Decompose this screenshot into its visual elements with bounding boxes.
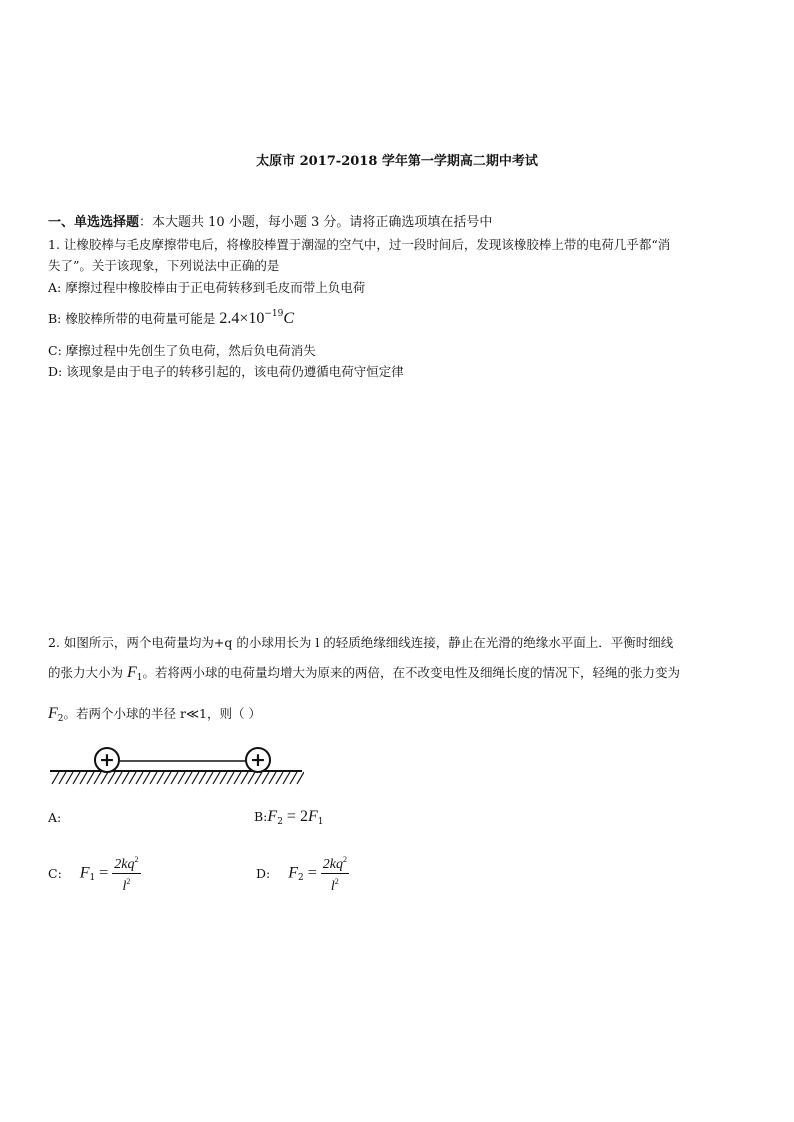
hatch-mark [80,772,87,784]
hatch-mark [94,772,101,784]
hatch-mark [101,772,108,784]
hatch-mark [122,772,129,784]
q1-option-d: D: 该现象是由于电子的转移引起的，该电荷仍遵循电荷守恒定律 [48,364,404,379]
q1-stem-line2: 失了”。关于该现象，下列说法中正确的是 [48,258,280,273]
q1-option-c: C: 摩擦过程中先创生了负电荷，然后负电荷消失 [48,343,316,358]
hatch-mark [206,772,213,784]
hatch-mark [129,772,136,784]
q2-stem-line2-pre: 的张力大小为 [48,665,127,680]
hatch-mark [248,772,255,784]
q2-figure [48,742,304,788]
hatch-mark [262,772,269,784]
hatch-mark [164,772,171,784]
q1-option-b [48,309,294,328]
hatch-mark [227,772,234,784]
q2-option-c-label: C: [48,866,62,881]
q2-option-d [256,852,349,895]
hatch-mark [66,772,73,784]
hatch-mark [192,772,199,784]
hatch-mark [199,772,206,784]
section-header [48,211,492,230]
q2-stem-line3 [48,704,261,724]
q2-option-d-label: D: [256,866,271,881]
q2-stem-line1: 2. 如图所示，两个电荷量均为+q 的小球用长为 l 的轻质绝缘细线连接，静止在光滑的绝缘水平面上．平衡时细线 [48,635,674,650]
hatch-mark [108,772,115,784]
hatch-mark [220,772,227,784]
section-description: ：本大题共 10 小题，每小题 3 分。请将正确选项填在括号中 [139,215,493,230]
q1-option-b-exp: −19 [264,309,284,319]
q1-option-a: A: 摩擦过程中橡胶棒由于正电荷转移到毛皮而带上负电荷 [48,280,366,295]
q2-f2-sub: 2 [57,714,64,724]
hatch-mark [115,772,122,784]
section-heading: 一、单选选择题 [48,215,140,230]
q2-option-d-lhs: F [288,864,298,882]
q2-f1-sub: 1 [136,673,143,683]
q2-option-c-den-exp: 2 [126,877,131,886]
hatch-mark [171,772,178,784]
q2-option-c-num-exp: 2 [134,855,139,864]
hatch-mark [283,772,290,784]
q2-option-c-denominator: l [122,879,127,894]
hatch-mark [255,772,262,784]
exam-title: 太原市 2017-2018 学年第一学期高二期中考试 [256,154,538,169]
q2-option-b-lhs-sub: 2 [277,817,283,827]
right-ball [246,748,270,772]
q1-option-b-unit: C [283,310,295,327]
q2-option-c-lhs: F [79,864,90,882]
q2-option-d-eq: = [303,864,321,882]
hatch-mark [73,772,80,784]
q2-option-d-den-exp: 2 [334,877,339,886]
hatch-mark [143,772,150,784]
hatch-mark [276,772,283,784]
q2-option-b-lhs: F [267,808,278,825]
q1-option-b-base: 2.4×10 [219,310,265,327]
right-ball-sign: + [250,749,266,771]
q2-option-c [48,852,141,895]
hatch-mark [234,772,241,784]
hatch-mark [178,772,185,784]
hatch-mark [290,772,297,784]
q2-option-d-lhs-sub: 2 [297,873,304,883]
q2-option-c-eq: = [95,864,113,882]
q2-option-b-rhs: F [307,808,318,825]
hatch-mark [59,772,66,784]
q2-option-b-label: B: [254,809,268,824]
q2-option-b-eq: = 2 [282,808,308,825]
q2-option-a [48,810,61,825]
q2-option-c-fraction [112,852,140,895]
q2-stem-line2-post: 。若将两小球的电荷量均增大为原来的两倍，在不改变电性及细绳长度的情况下，轻绳的张力变为 [142,665,681,680]
hatch-mark [269,772,276,784]
q2-option-a-label: A: [48,810,62,825]
hatched-ground [50,771,304,784]
q2-option-d-numerator: 2kq [322,857,343,872]
hatch-mark [150,772,157,784]
q2-option-b-rhs-sub: 1 [317,817,324,827]
hatch-mark [157,772,164,784]
q2-f2-symbol: F [48,705,58,722]
q2-option-b [254,808,323,827]
hatch-mark [185,772,192,784]
hatch-mark [52,772,59,784]
q2-option-d-num-exp: 2 [342,855,347,864]
hatch-mark [213,772,220,784]
q2-option-d-fraction [321,852,349,895]
hatch-mark [87,772,94,784]
q2-option-d-denominator: l [330,879,335,894]
hatch-mark [241,772,248,784]
left-ball-sign: + [99,749,115,771]
q2-stem-line3-post: 。若两个小球的半径 r≪1，则（ ） [63,706,261,721]
left-ball [95,748,119,772]
q1-option-b-text: B: 橡胶棒所带的电荷量可能是 [48,311,220,326]
q2-stem-line2 [48,663,680,683]
q2-f1-symbol: F [126,664,137,681]
hatch-mark [297,772,304,784]
q1-stem-line1: 1. 让橡胶棒与毛皮摩擦带电后，将橡胶棒置于潮湿的空气中，过一段时间后，发现该橡胶棒上带的电荷几乎都“消 [48,237,671,252]
q2-option-c-lhs-sub: 1 [89,873,96,883]
hatch-mark [136,772,143,784]
q2-option-c-numerator: 2kq [114,857,135,872]
